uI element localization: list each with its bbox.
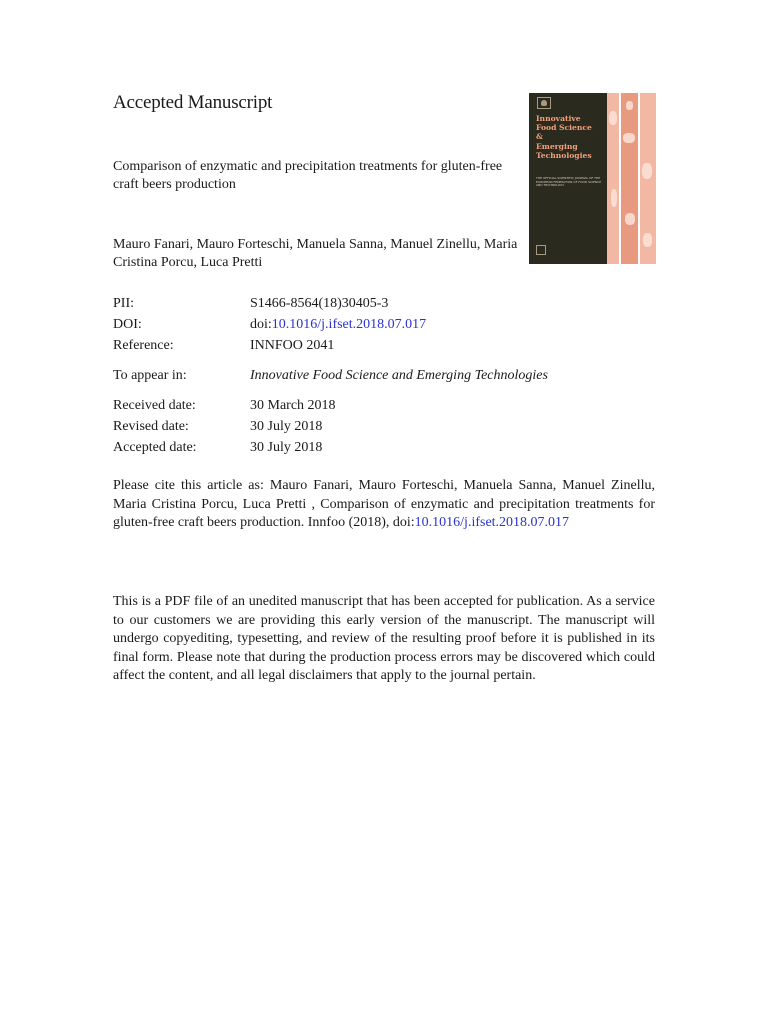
cover-title-line: Technologies: [536, 150, 592, 160]
accepted-value: 30 July 2018: [250, 440, 323, 455]
reference-value: INNFOO 2041: [250, 338, 335, 353]
cover-badge-icon: [536, 245, 546, 255]
citation-doi-link[interactable]: 10.1016/j.ifset.2018.07.017: [414, 515, 570, 530]
page-heading: Accepted Manuscript: [113, 92, 273, 113]
pii-label: PII:: [113, 296, 134, 311]
article-authors: Mauro Fanari, Mauro Forteschi, Manuela Sanna, Manuel Zinellu, Maria Cristina Porcu, Luca Pretti: [113, 237, 518, 270]
pii-value: S1466-8564(18)30405-3: [250, 296, 389, 311]
article-title: Comparison of enzymatic and precipitation treatments for gluten-free craft beers production: [113, 159, 503, 192]
revised-label: Revised date:: [113, 419, 189, 434]
citation-text: Please cite this article as: Mauro Fanari, Mauro Forteschi, Manuela Sanna, Manuel Zinellu, Maria Cristina Porcu, Luca Pretti , Comparison of enzymatic and precipitation treatments for gluten-free craft beers production. Innfoo (2018), doi:: [113, 478, 655, 530]
cover-title-line: Food Science: [536, 123, 592, 133]
reference-label: Reference:: [113, 338, 174, 353]
cover-journal-title: [536, 114, 608, 160]
doi-link[interactable]: 10.1016/j.ifset.2018.07.017: [271, 317, 427, 332]
publisher-logo-icon: [537, 97, 551, 109]
received-label: Received date:: [113, 398, 196, 413]
cover-title-line: &: [536, 132, 543, 142]
cover-title-line: Innovative: [536, 114, 581, 123]
revised-value: 30 July 2018: [250, 419, 323, 434]
doi-prefix: doi:: [250, 317, 272, 332]
journal-name: Innovative Food Science and Emerging Technologies: [250, 368, 548, 383]
cover-title-line: Emerging: [536, 141, 578, 151]
disclaimer-paragraph: This is a PDF file of an unedited manuscript that has been accepted for publication. As a service to our customers we are providing this early version of the manuscript. The manuscript will undergo copyediting, typesetting, and review of the resulting proof before it is published in its final form. Please note that during the production process errors may be discovered which could affect the content, and all legal disclaimers that apply to the journal pertain.: [113, 594, 655, 683]
doi-label: DOI:: [113, 317, 142, 332]
doi-value: [250, 315, 426, 335]
citation-paragraph: [113, 477, 655, 533]
received-value: 30 March 2018: [250, 398, 336, 413]
accepted-label: Accepted date:: [113, 440, 197, 455]
journal-cover-image: [529, 93, 656, 264]
cover-subtitle: THE OFFICIAL SCIENTIFIC JOURNAL OF THE EUROPEAN FEDERATION OF FOOD SCIENCE AND TECHNOLOGY: [536, 176, 602, 188]
appear-in-label: To appear in:: [113, 368, 187, 383]
